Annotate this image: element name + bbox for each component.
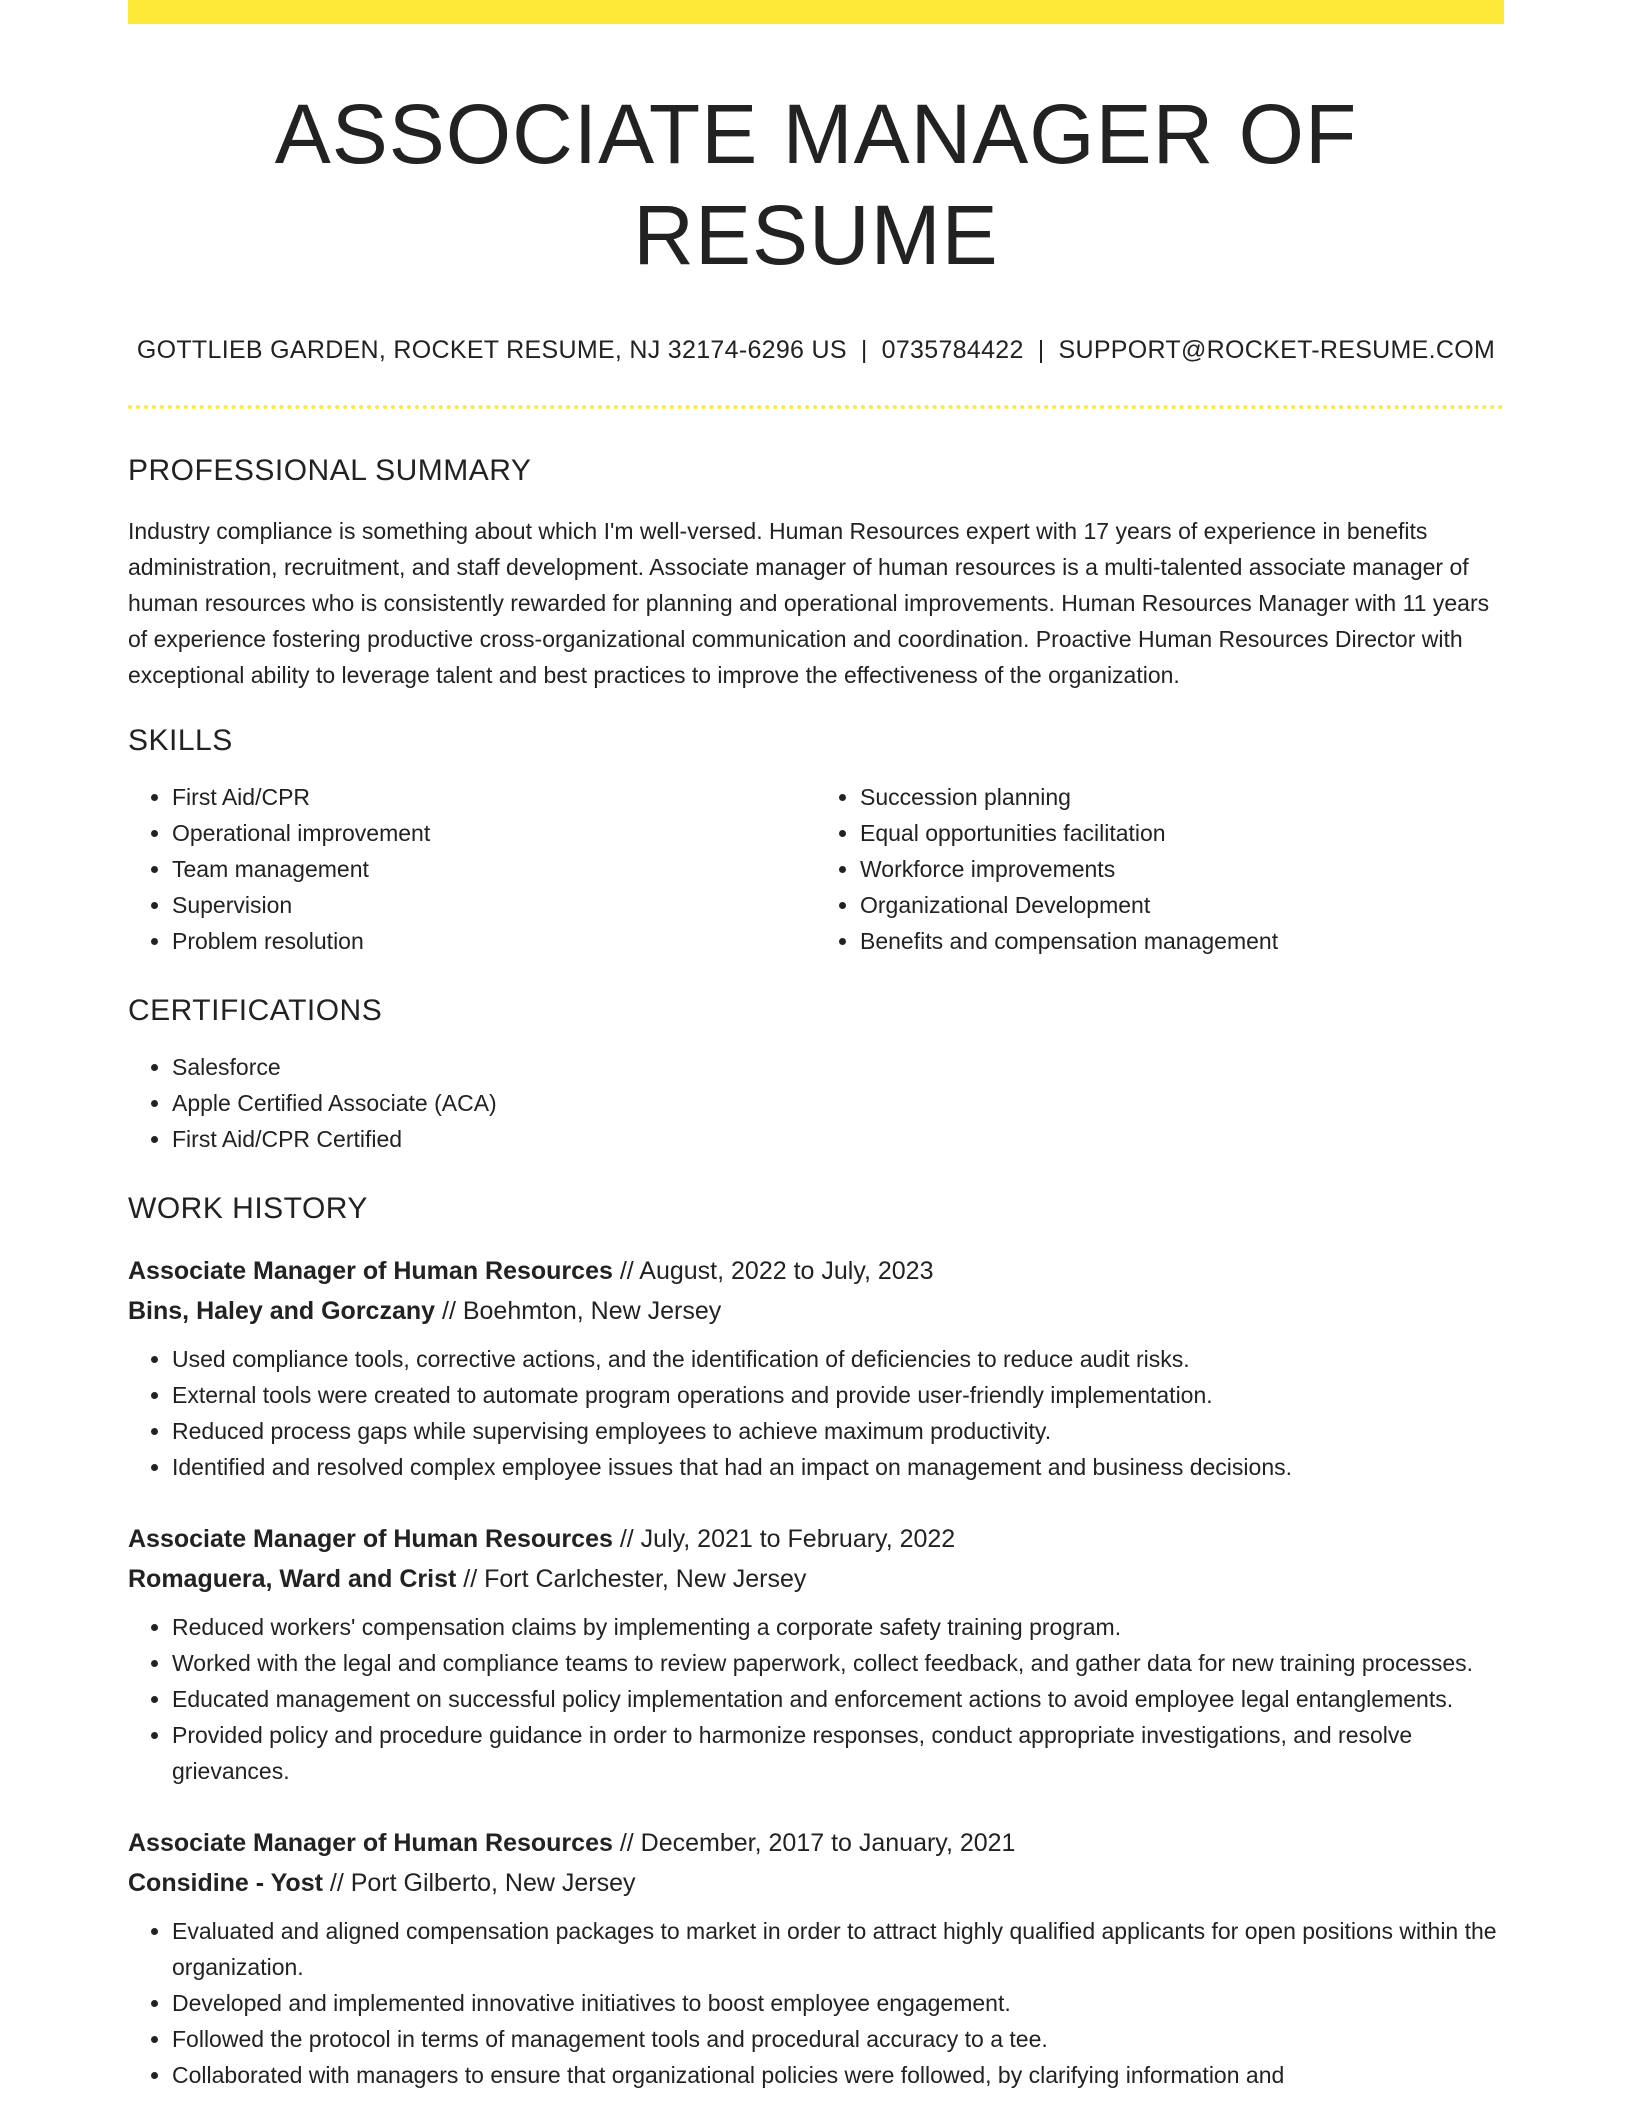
job-bullet: • Used compliance tools, corrective actions, and the identification of deficiencies to reduce audit risks. [172,1341,1504,1377]
skill-item: • Operational improvement [172,815,816,851]
job-bullet: • External tools were created to automate program operations and provide user-friendly implementation. [172,1377,1504,1413]
certifications-list [128,1049,1504,1157]
skill-item: • First Aid/CPR [172,779,816,815]
job-company-line [128,1559,1504,1599]
summary-text: Industry compliance is something about which I'm well-versed. Human Resources expert with 17 years of experience in benefits administration, recruitment, and staff development. Associate manager of human resources is a multi-talented associate manager of human resources who is consistently rewarded for planning and operational improvements. Human Resources Manager with 11 years of experience fostering productive cross-organizational communication and coordination. Proactive Human Resources Director with exceptional ability to leverage talent and best practices to improve the effectiveness of the organization. [128,517,1490,688]
job-bullet: • Reduced workers' compensation claims by implementing a corporate safety training program. [172,1609,1504,1645]
job-entry [128,1519,1504,1789]
skills-column-right [816,759,1504,959]
contact-separator: | [860,335,868,364]
header-divider [128,405,1504,409]
summary-title: PROFESSIONAL SUMMARY [128,453,532,487]
resume-page [128,0,1504,2093]
contact-separator: | [1037,335,1045,364]
job-bullet: • Educated management on successful policy implementation and enforcement actions to avoid employee legal entanglements. [172,1681,1504,1717]
address: GOTTLIEB GARDEN, ROCKET RESUME, NJ 32174-6296 US [136,335,847,364]
job-entry [128,1251,1504,1485]
job-company: Considine - Yost [128,1868,323,1897]
job-bullets [128,1913,1504,2093]
contact-line [128,336,1504,365]
job-bullets [128,1341,1504,1485]
job-title-line [128,1823,1504,1863]
skill-item: • Benefits and compensation management [860,923,1504,959]
job-role: Associate Manager of Human Resources [128,1828,613,1857]
job-role: Associate Manager of Human Resources [128,1256,613,1285]
candidate-name: ASSOCIATE MANAGER OF RESUME [274,87,1358,282]
job-bullet: • Developed and implemented innovative initiatives to boost employee engagement. [172,1985,1504,2021]
skill-item: • Organizational Development [860,887,1504,923]
job-location: // Fort Carlchester, New Jersey [456,1564,807,1593]
skill-item: • Workforce improvements [860,851,1504,887]
certification-item: • Salesforce [172,1049,1504,1085]
job-title-line [128,1519,1504,1559]
skill-item: • Equal opportunities facilitation [860,815,1504,851]
job-bullet: • Provided policy and procedure guidance in order to harmonize responses, conduct appropriate investigations, and resolve grievances. [172,1717,1504,1789]
job-dates: // July, 2021 to February, 2022 [612,1524,956,1553]
job-role: Associate Manager of Human Resources [128,1524,613,1553]
job-bullet: • Collaborated with managers to ensure that organizational policies were followed, by clarifying information and [172,2057,1504,2093]
work-history-title: WORK HISTORY [128,1191,368,1225]
certification-item: • Apple Certified Associate (ACA) [172,1085,1504,1121]
certification-item: • First Aid/CPR Certified [172,1121,1504,1157]
job-location: // Port Gilberto, New Jersey [322,1868,636,1897]
skill-item: • Supervision [172,887,816,923]
certifications-title: CERTIFICATIONS [128,993,383,1027]
job-location: // Boehmton, New Jersey [435,1296,722,1325]
job-dates: // August, 2022 to July, 2023 [612,1256,934,1285]
job-bullet: • Identified and resolved complex employee issues that had an impact on management and business decisions. [172,1449,1504,1485]
skill-item: • Problem resolution [172,923,816,959]
job-bullet: • Evaluated and aligned compensation packages to market in order to attract highly qualified applicants for open positions within the organization. [172,1913,1504,1985]
phone: 0735784422 [881,335,1024,364]
job-company-line [128,1863,1504,1903]
job-bullet: • Followed the protocol in terms of management tools and procedural accuracy to a tee. [172,2021,1504,2057]
skill-item: • Team management [172,851,816,887]
job-title-line [128,1251,1504,1291]
skills-column-left [128,759,816,959]
job-entry [128,1823,1504,2093]
email: SUPPORT@ROCKET-RESUME.COM [1058,335,1496,364]
job-dates: // December, 2017 to January, 2021 [612,1828,1016,1857]
job-bullet: • Worked with the legal and compliance teams to review paperwork, collect feedback, and gather data for new training processes. [172,1645,1504,1681]
skills-list [128,759,1504,959]
skills-title: SKILLS [128,723,233,757]
skill-item: • Succession planning [860,779,1504,815]
job-company: Romaguera, Ward and Crist [128,1564,457,1593]
job-company: Bins, Haley and Gorczany [128,1296,436,1325]
job-bullets [128,1609,1504,1789]
job-company-line [128,1291,1504,1331]
top-accent-bar [128,0,1504,24]
job-bullet: • Reduced process gaps while supervising employees to achieve maximum productivity. [172,1413,1504,1449]
